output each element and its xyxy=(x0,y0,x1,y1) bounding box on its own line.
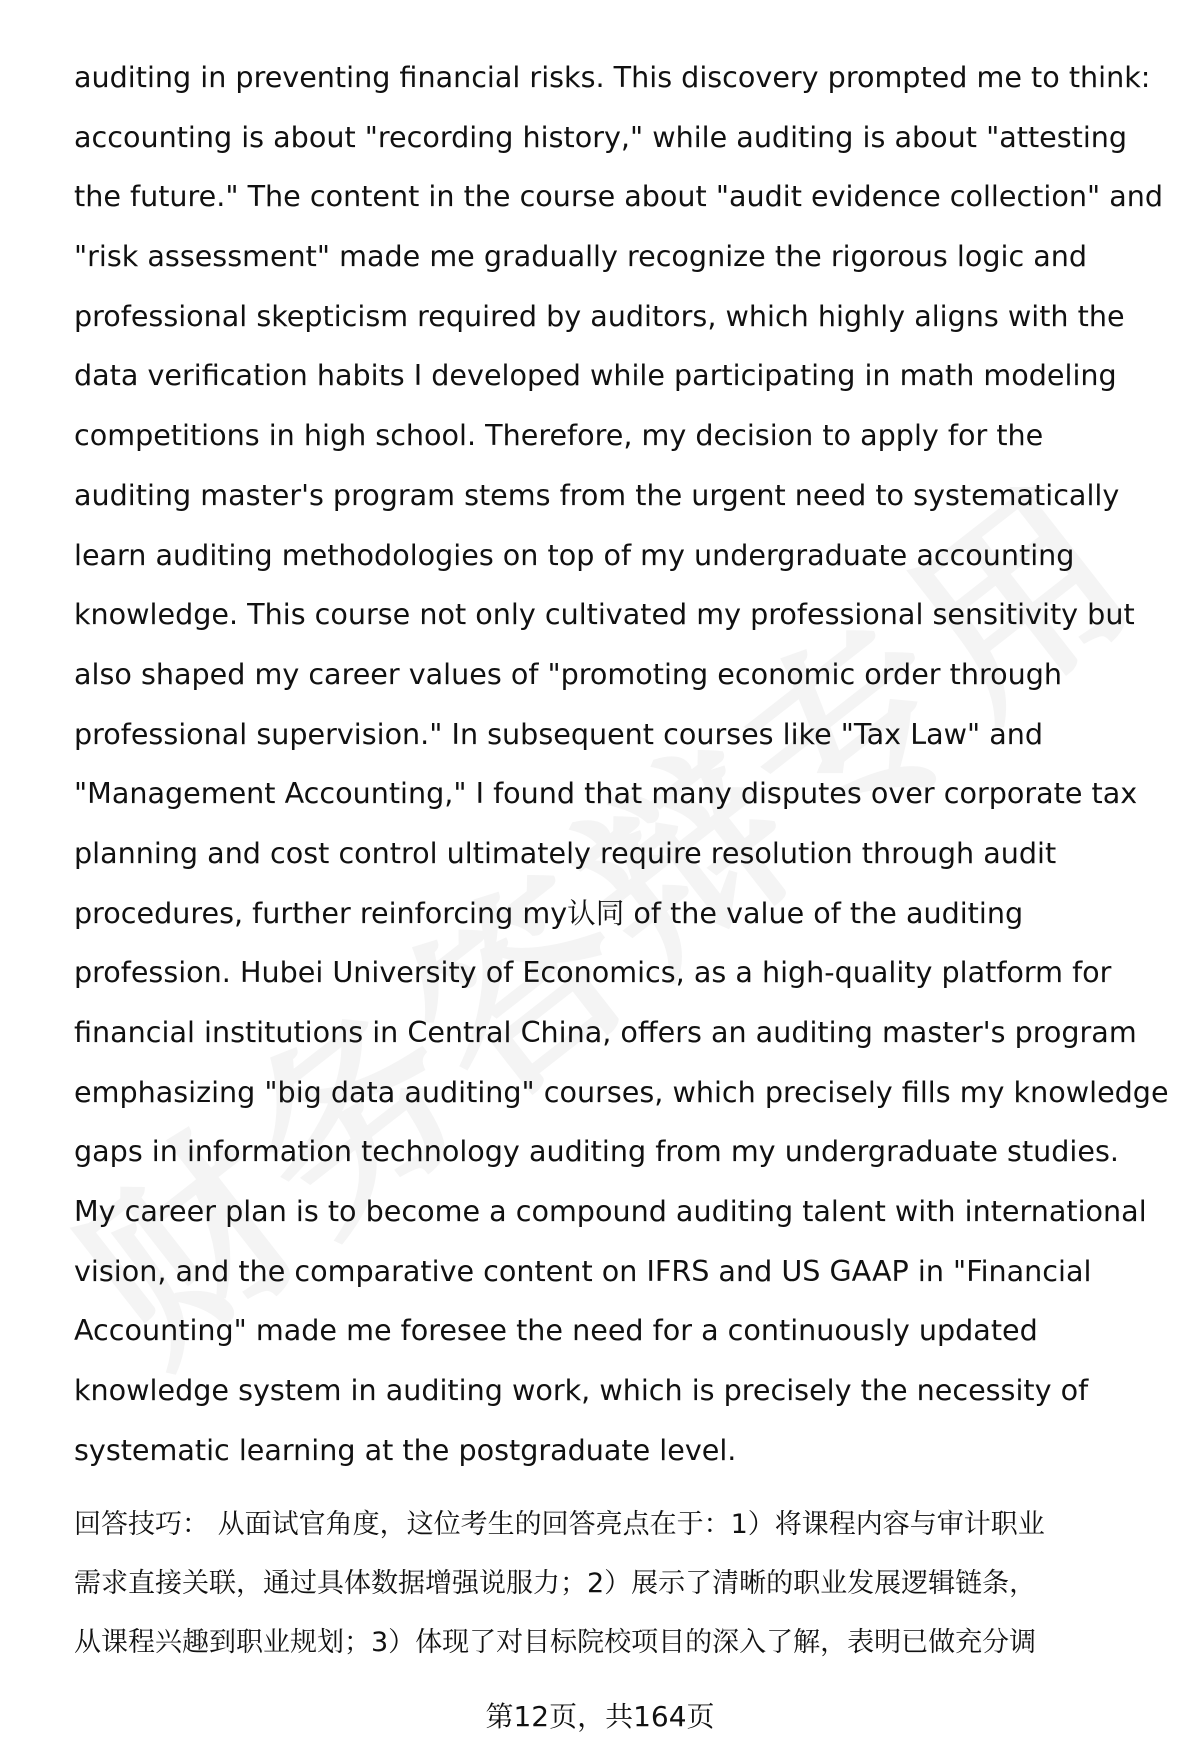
body-line: also shaped my career values of "promoting economic order through xyxy=(74,656,1062,691)
body-line: knowledge system in auditing work, which is precisely the necessity of xyxy=(74,1373,1089,1408)
body-line: vision, and the comparative content on IFRS and US GAAP in "Financial xyxy=(74,1253,1092,1288)
body-line: financial institutions in Central China, offers an auditing master's program xyxy=(74,1015,1137,1049)
body-paragraph xyxy=(74,48,1169,1481)
body-line: emphasizing "big data auditing" courses, which precisely fills my knowledge xyxy=(74,1074,1169,1109)
body-line: My career plan is to become a compound auditing talent with international xyxy=(74,1194,1147,1229)
body-line: systematic learning at the postgraduate level. xyxy=(74,1432,737,1467)
body-line: data verification habits I developed while participating in math modeling xyxy=(74,358,1117,393)
tips-line: 回答技巧： 从面试官角度，这位考生的回答亮点在于：1）将课程内容与审计职业 xyxy=(74,1509,1045,1540)
body-line: professional skepticism required by auditors, which highly aligns with the xyxy=(74,298,1125,333)
body-line: Accounting" made me foresee the need for a continuously updated xyxy=(74,1313,1038,1348)
body-line: profession. Hubei University of Economics, as a high-quality platform for xyxy=(74,955,1112,990)
body-line: "Management Accounting," I found that many disputes over corporate tax xyxy=(74,776,1138,811)
body-line: accounting is about "recording history," while auditing is about "attesting xyxy=(74,119,1128,154)
body-line: knowledge. This course not only cultivated my professional sensitivity but xyxy=(74,597,1135,632)
answer-tips xyxy=(74,1495,1164,1672)
body-line: planning and cost control ultimately require resolution through audit xyxy=(74,835,1057,870)
tips-line: 从课程兴趣到职业规划；3）体现了对目标院校项目的深入了解，表明已做充分调 xyxy=(74,1627,1037,1658)
body-line: auditing master's program stems from the urgent need to systematically xyxy=(74,477,1120,512)
tips-line: 需求直接关联，通过具体数据增强说服力；2）展示了清晰的职业发展逻辑链条， xyxy=(74,1568,1037,1599)
page-number: 第12页，共164页 xyxy=(485,1700,715,1733)
body-line: competitions in high school. Therefore, my decision to apply for the xyxy=(74,418,1044,453)
body-line: procedures, further reinforcing my认同 of the value of the auditing xyxy=(74,895,1024,930)
body-line: professional supervision." In subsequent courses like "Tax Law" and xyxy=(74,716,1044,751)
body-line: the future." The content in the course about "audit evidence collection" and xyxy=(74,179,1163,214)
body-line: auditing in preventing financial risks. This discovery prompted me to think: xyxy=(74,60,1151,94)
body-line: gaps in information technology auditing from my undergraduate studies. xyxy=(74,1134,1119,1169)
body-line: learn auditing methodologies on top of my undergraduate accounting xyxy=(74,537,1075,572)
body-line: "risk assessment" made me gradually recognize the rigorous logic and xyxy=(74,239,1088,274)
